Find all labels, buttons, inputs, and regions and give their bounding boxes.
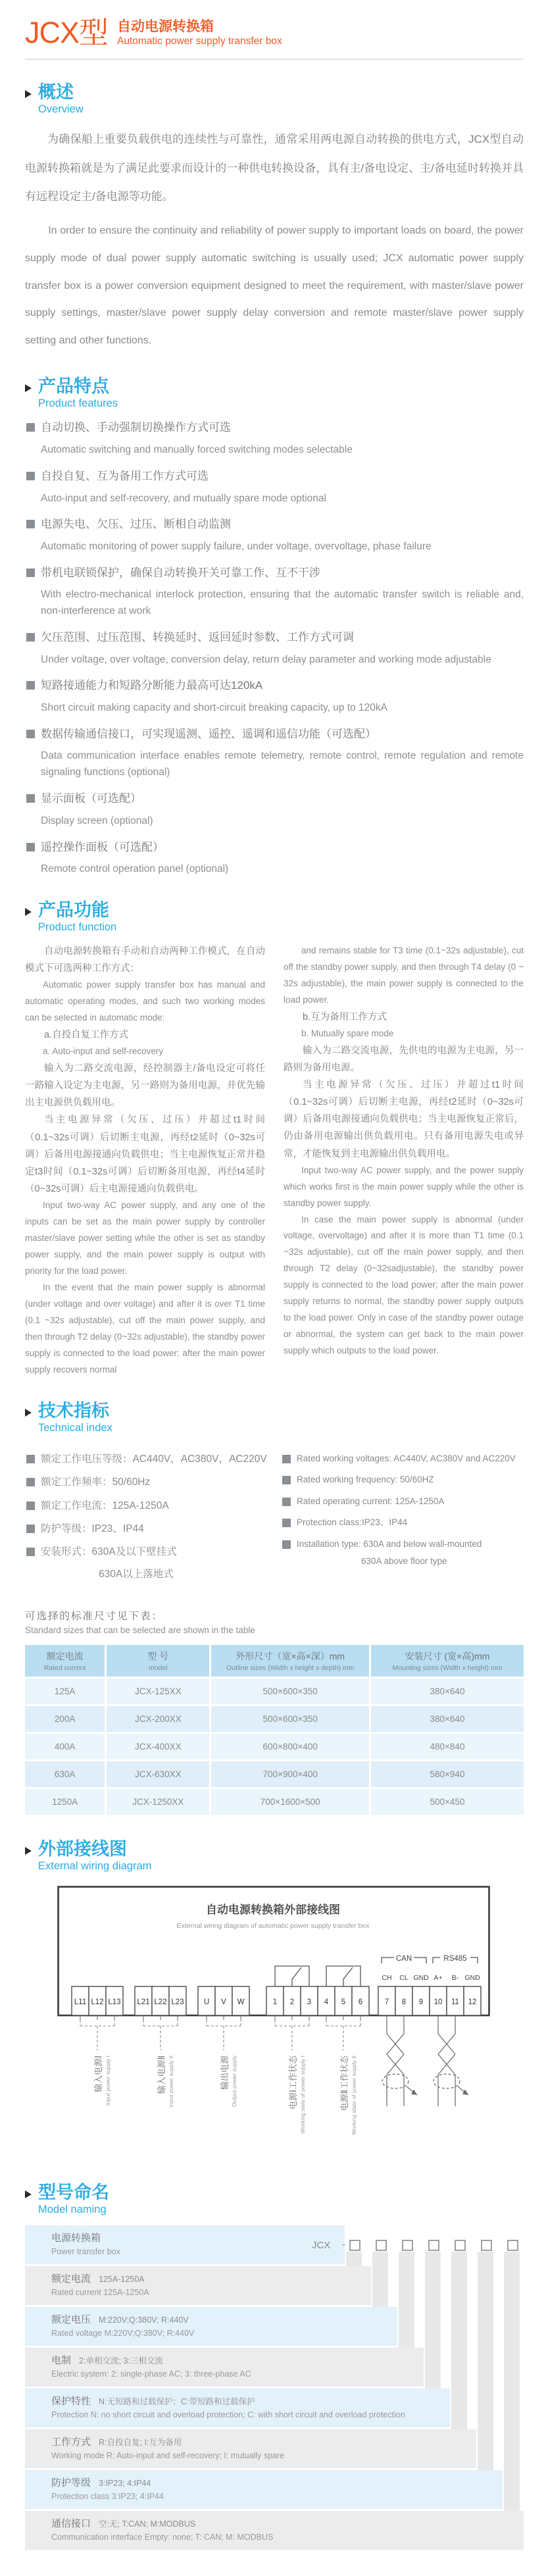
feature-item	[25, 791, 524, 829]
naming-label-cn: 防护等级	[51, 2477, 91, 2489]
feature-text-en: Remote control operation panel (optional)	[41, 863, 229, 875]
tech-spec: 额定工作电流：125A-1250A	[41, 1500, 169, 1511]
square-bullet-icon	[282, 1519, 291, 1527]
tech-spec: Rated working frequency: 50/60HZ	[297, 1475, 434, 1485]
group-bracket-dashed	[80, 2020, 360, 2050]
feature-text-en: Auto-input and self-recovery, and mutually spare mode optional	[41, 492, 326, 504]
naming-desc-cn: 3:IP23; 4:IP44	[99, 2479, 151, 2488]
wiring-title-en: External wiring diagram	[38, 1860, 152, 1872]
terminal-label: L13	[108, 1998, 121, 2006]
twisted-pair-rs485	[434, 2015, 468, 2106]
naming-column-strip	[399, 2252, 414, 2348]
triangle-marker-icon	[25, 1847, 32, 1855]
group-label-en: Working state of power supply II	[351, 2056, 357, 2135]
naming-desc-cn: 125A-1250A	[99, 2275, 145, 2285]
feature-text-cn: 显示面板（可选配）	[41, 792, 141, 805]
overview-paragraph-en: In order to ensure the continuity and reliability of power supply to important loads on board, the power supply mode of dual power supply automatic switching is usually used; JCX automatic power supply transfer box is a power conversion equipment designed to meet the requirement, with master/slave power supply settings, master/slave power supply delay conversion and remote master/slave power supply setting and other functions.	[25, 225, 524, 346]
tech-columns	[25, 1444, 524, 1580]
sizes-note	[25, 1608, 524, 1635]
feature-text-en: Automatic monitoring of power supply failure, under voltage, overvoltage, phase failure	[41, 540, 432, 552]
naming-label-en: Protection	[51, 2410, 89, 2420]
group-label-cn: 输入电源Ⅰ	[93, 2056, 103, 2092]
naming-label-en: Rated current	[51, 2288, 101, 2298]
rs485-pin-label: A+	[434, 1974, 443, 1982]
tech-spec: 额定工作频率：50/60Hz	[41, 1477, 151, 1488]
terminal-label: U	[203, 1998, 210, 2006]
group-label-cn: 电源Ⅰ工作状态	[288, 2056, 298, 2109]
terminal-label: 2	[289, 1998, 295, 2006]
model-code-box	[376, 2240, 387, 2251]
naming-row	[25, 2429, 476, 2468]
terminal-label: 12	[468, 1998, 477, 2006]
naming-desc-en: 125A-1250A	[103, 2288, 149, 2298]
triangle-marker-icon	[25, 1409, 32, 1417]
feature-text-en: Short circuit making capacity and short-circuit breaking capacity, up to 120kA	[41, 702, 387, 714]
feature-item	[25, 726, 524, 781]
wiring-diagram-figure	[25, 1886, 524, 2160]
overview-section-head	[25, 82, 524, 116]
tech-title-cn: 技术指标	[38, 1400, 109, 1421]
model-code-box	[481, 2240, 492, 2251]
tech-column-en	[281, 1444, 524, 1580]
feature-text-cn: 自动切换、手动强制切换操作方式可选	[41, 421, 231, 434]
naming-label-en: Communication interface	[51, 2533, 143, 2542]
relay-contact-symbol	[275, 1966, 360, 1986]
naming-label-cn: 保护特性	[51, 2396, 91, 2408]
standard-sizes-table	[25, 1643, 524, 1817]
group-label-cn: 输入电源Ⅱ	[157, 2056, 166, 2094]
function-paragraph: and remains stable for T3 time (0.1~32s adjustable), cut off the standby power supply, and then through T4 delay (0 ~ 32s adjustable), the main power supply is connected to the load power.	[284, 946, 524, 1005]
page-header	[25, 17, 524, 60]
naming-label-cn: 工作方式	[51, 2437, 91, 2448]
group-label-en: Input power supply I	[105, 2056, 111, 2106]
terminal-label: 3	[307, 1998, 312, 2006]
function-paragraph: In the event that the main power supply is abnormal (under voltage and over voltage) and after it is over T1 time (0.1 ~32s adjustable), cut off the main power supply, and then through T2 delay (0~32s adjustable), the standby power supply is connected to the load power; after the main power supply recovers normal	[25, 1282, 265, 1375]
table-row	[25, 1789, 524, 1815]
function-section-head	[25, 900, 524, 934]
square-bullet-icon	[282, 1498, 291, 1506]
naming-desc-cn: 空:无; T:CAN; M:MODBUS	[99, 2519, 196, 2529]
tech-spec: Rated working voltages: AC440V, AC380V and AC220V	[297, 1453, 516, 1463]
cell-model: JCX-400XX	[105, 1734, 209, 1759]
terminal-label: 7	[384, 1998, 389, 2006]
naming-row	[25, 2225, 345, 2264]
table-row	[25, 1679, 524, 1704]
square-bullet-icon	[282, 1540, 291, 1549]
overview-paragraph-cn: 为确保船上重要负载供电的连续性与可靠性，通常采用两电源自动转换的供电方式，JCX型自动电源转换箱就是为了满足此要求而设计的一种供电转换设备，具有主/备电设定、主/备电延时转换并具有远程设定主/备电源等功能。	[25, 133, 524, 203]
can-bus-label: CAN	[395, 1955, 412, 1963]
triangle-marker-icon	[25, 384, 32, 392]
tech-section-head	[25, 1401, 524, 1434]
tech-spec: 防护等级：IP23、IP44	[41, 1523, 144, 1535]
feature-text-en: Data communication interface enables remote telemetry, remote control, remote regulation and remote signaling functions (optional)	[41, 750, 524, 778]
function-paragraph: b.互为备用工作方式	[303, 1011, 387, 1023]
tech-spec-continuation: 630A above floor type	[361, 1556, 447, 1567]
function-column-right	[284, 943, 524, 1378]
triangle-marker-icon	[25, 908, 32, 916]
feature-text-cn: 欠压范围、过压范围、转换延时、返回延时参数、工作方式可调	[41, 630, 354, 644]
group-label-cn: 电源Ⅱ工作状态	[339, 2056, 349, 2111]
model-code-box	[428, 2240, 439, 2251]
naming-row	[25, 2266, 371, 2305]
feature-item	[25, 420, 524, 458]
naming-column-strip	[478, 2252, 493, 2470]
function-paragraph: 当主电源异常（欠压、过压）并超过t1时间（0.1~32s可调）后切断主电源，再经t2延时（0~32s可调）后备用电源接通向负载供电；当主电源恢复正常并稳定t3时间（0.1~32s可调）后切断备用电源，再经t4延时（0~32s可调）后主电源接通向负载供电。	[25, 1115, 265, 1194]
function-paragraph: Input two-way AC power supply, and the power supply which works first is the main power supply while the other is standby power supply.	[284, 1165, 524, 1208]
terminal-label: 10	[434, 1998, 443, 2006]
cell-outline-size: 700×1600×500	[209, 1789, 369, 1815]
product-model-title: JCX型	[25, 16, 109, 49]
feature-text-cn: 带机电联锁保护，确保自动转换开关可靠工作、互不干涉	[41, 566, 320, 579]
feature-text-cn: 短路接通能力和短路分断能力最高可达120kA	[41, 679, 263, 692]
function-columns	[25, 943, 524, 1378]
square-bullet-icon	[26, 472, 35, 480]
cell-model: JCX-125XX	[105, 1679, 209, 1704]
function-paragraph: a.自投自复工作方式	[44, 1030, 129, 1041]
triangle-marker-icon	[25, 2190, 32, 2198]
function-paragraph: Input two-way AC power supply, and any one of the inputs can be set as the main power supply by controller master/slave power setting while the other is set as standby power supply, and the main power supply is output with priority for the load power.	[25, 1200, 265, 1276]
table-row	[25, 1734, 524, 1759]
feature-text-cn: 自投自复、互为备用工作方式可选	[41, 469, 209, 482]
header-divider	[25, 59, 524, 60]
features-title-en: Product features	[38, 397, 118, 410]
cell-outline-size: 500×600×350	[209, 1706, 369, 1732]
naming-label-en: Electric system:	[51, 2369, 109, 2379]
tech-spec: Installation type: 630A and below wall-mounted	[297, 1538, 482, 1549]
square-bullet-icon	[26, 1525, 35, 1533]
terminal-label: L12	[91, 1998, 104, 2006]
naming-column-strip	[346, 2252, 362, 2266]
group-label-cn: 输出电源	[220, 2056, 230, 2090]
terminal-label: 4	[324, 1998, 329, 2006]
terminal-label: 5	[341, 1998, 346, 2006]
naming-label-cn: 额定电压	[51, 2314, 91, 2326]
naming-column-strip	[372, 2252, 388, 2307]
cell-mounting-size: 580×940	[369, 1761, 524, 1787]
naming-row	[25, 2348, 424, 2387]
cell-outline-size: 700×900×400	[209, 1761, 369, 1787]
naming-desc-en: Empty: none; T: CAN; M: MODBUS	[144, 2533, 274, 2542]
function-paragraph: 当主电源异常（欠压、过压）并超过t1时间（0.1~32s可调）后切断主电源，再经t2延时（0~32s可调）后备用电源接通向负载供电；当主电源恢复正常后，仍由备用电源输出供负载用电。只有备用电源失电或异常，才能恢复到主电源输出供负载用电。	[284, 1080, 524, 1159]
model-code-prefix: JCX	[312, 2240, 331, 2252]
group-label-en: Input power supply II	[168, 2056, 174, 2108]
cell-model: JCX-200XX	[105, 1706, 209, 1732]
model-code-box	[507, 2240, 518, 2251]
naming-label-en: Protection class	[51, 2492, 110, 2502]
square-bullet-icon	[26, 730, 35, 738]
naming-label-en: Rated voltage	[51, 2329, 103, 2338]
cell-rated-current: 400A	[25, 1734, 105, 1759]
square-bullet-icon	[26, 1548, 35, 1556]
ground-arrow-icon	[462, 2090, 468, 2096]
overview-title-en: Overview	[38, 103, 84, 116]
feature-item	[25, 630, 524, 668]
naming-label-cn: 电制	[51, 2355, 72, 2367]
cell-mounting-size: 380×640	[369, 1706, 524, 1732]
naming-desc-cn: 2:单相交流; 3:三相交流	[79, 2356, 163, 2366]
can-pin-label: GND	[413, 1974, 429, 1982]
product-title-cn: 自动电源转换箱	[117, 19, 214, 34]
function-paragraph: Automatic power supply transfer box has manual and automatic operating modes, and such two working modes can be selected in automatic mode:	[25, 980, 265, 1023]
naming-column-strip	[425, 2252, 441, 2388]
triangle-marker-icon	[25, 90, 32, 98]
naming-row	[25, 2388, 450, 2427]
group-label-en: Working state of power supply I	[299, 2056, 306, 2134]
cell-outline-size: 500×600×350	[209, 1679, 369, 1704]
wiring-diagram-title-cn: 自动电源转换箱外部接线图	[206, 1904, 340, 1916]
col-header-mounting-sizes: 安装尺寸 (宽×高)mm Mounting sizes (Width x height) mm	[369, 1645, 524, 1677]
terminal-label: L11	[74, 1998, 87, 2006]
section-overview	[25, 82, 524, 354]
model-code-box	[455, 2240, 466, 2251]
cell-mounting-size: 380×640	[369, 1679, 524, 1704]
brand-block	[25, 17, 524, 48]
feature-text-en: With electro-mechanical interlock protection, ensuring that the automatic transfer switch is reliable and, non-interference at work	[41, 589, 524, 617]
rs485-pin-label: B-	[451, 1974, 459, 1982]
naming-column-strip	[451, 2252, 467, 2429]
model-code-box	[402, 2240, 413, 2251]
section-features	[25, 376, 524, 878]
feature-text-cn: 电源失电、欠压、过压、断相自动监测	[41, 518, 231, 531]
square-bullet-icon	[26, 633, 35, 642]
feature-text-en: Display screen (optional)	[41, 815, 153, 826]
feature-item	[25, 517, 524, 555]
cell-rated-current: 630A	[25, 1761, 105, 1787]
ground-arrow-icon	[411, 2090, 417, 2096]
cell-rated-current: 1250A	[25, 1789, 105, 1815]
features-section-head	[25, 376, 524, 410]
section-wiring-diagram	[25, 1839, 524, 2160]
naming-column-strip	[504, 2252, 520, 2511]
naming-label-cn: 电源转换箱	[51, 2233, 101, 2244]
naming-row	[25, 2511, 524, 2550]
cell-outline-size: 600×800×400	[209, 1734, 369, 1759]
col-header-model: 型 号 model	[105, 1645, 209, 1677]
table-row	[25, 1761, 524, 1787]
table-row	[25, 1706, 524, 1732]
table-header-row	[25, 1645, 524, 1677]
tech-title-en: Technical index	[38, 1421, 112, 1434]
feature-text-en: Automatic switching and manually forced switching modes selectable	[41, 444, 353, 456]
overview-title-cn: 概述	[38, 82, 74, 103]
terminal-label: L22	[154, 1998, 167, 2006]
cell-rated-current: 200A	[25, 1706, 105, 1732]
naming-label-en: Power transfer box	[51, 2247, 120, 2257]
function-paragraph: 输入为二路交流电源，经控制器主/备电设定可将任一路输入设定为主电源，另一路则为备用电源，并优先输出主电源供负载用电。	[25, 1063, 265, 1109]
square-bullet-icon	[26, 1478, 35, 1486]
terminal-label: 6	[358, 1998, 363, 2006]
naming-desc-en: N: no short circuit and overload protection; C: with short circuit and overload protection	[90, 2410, 405, 2420]
naming-label-cn: 通信接口	[51, 2518, 91, 2530]
cell-mounting-size: 480×840	[369, 1734, 524, 1759]
can-pin-label: CL	[399, 1974, 409, 1982]
naming-desc-en: R: Auto-input and self-recovery; I: mutually spare	[106, 2451, 285, 2461]
square-bullet-icon	[26, 794, 35, 803]
wiring-diagram	[57, 1886, 491, 2157]
tech-spec-continuation: 630A以上落地式	[99, 1568, 174, 1580]
square-bullet-icon	[282, 1476, 291, 1484]
terminal-label: 8	[401, 1998, 407, 2006]
feature-item	[25, 678, 524, 716]
product-title-en: Automatic power supply transfer box	[117, 36, 282, 47]
terminal-label: 1	[272, 1998, 278, 2006]
naming-row	[25, 2307, 397, 2346]
cell-mounting-size: 500×450	[369, 1789, 524, 1815]
function-title-en: Product function	[38, 921, 117, 933]
naming-desc-cn: N:无短路和过载保护；C:带短路和过载保护	[99, 2397, 255, 2407]
can-pin-label: CH	[382, 1974, 392, 1982]
terminal-label: L21	[137, 1998, 150, 2006]
function-paragraph: 输入为二路交流电源，先供电的电源为主电源，另一路则为备用电源。	[284, 1045, 524, 1074]
sizes-note-cn: 可选择的标准尺寸见下表：	[25, 1610, 164, 1622]
tech-spec: 额定工作电压等级：AC440V，AC380V，AC220V	[41, 1453, 267, 1465]
section-technical-index	[25, 1401, 524, 1817]
cell-model: JCX-630XX	[105, 1761, 209, 1787]
function-paragraph: b. Mutually spare mode	[301, 1028, 394, 1038]
function-paragraph: In case the main power supply is abnormal (under voltage, overvoltage) and after it is more than T1 time (0.1 ~32s adjustable), cut off the main power supply, and then through T2 delay (0~32sadjustable), the standby power supply is connected to the load power; after the main power supply returns to normal, the standby power supply outputs to the load power. Only in case of the standby power outage or abnormal, the system can get back to the main power supply which outputs to the load power.	[284, 1214, 524, 1356]
function-paragraph: a. Auto-input and self-recovery	[43, 1046, 164, 1057]
feature-item	[25, 840, 524, 878]
naming-desc-cn: R:自投自复; I:互为备用	[99, 2438, 182, 2448]
function-column-left	[25, 943, 265, 1378]
square-bullet-icon	[26, 1502, 35, 1510]
group-label-en: Output power supply	[231, 2056, 237, 2107]
feature-text-cn: 遥控操作面板（可选配）	[41, 840, 164, 853]
col-header-outline-sizes: 外形尺寸（宽×高×深）mm Outline sizes (Width x height x depth) mm	[209, 1645, 369, 1677]
square-bullet-icon	[26, 423, 35, 432]
twisted-pair-can	[382, 2015, 417, 2106]
wiring-diagram-title-en: External wiring diagram of automatic power supply transfer box	[176, 1922, 370, 1930]
terminal-label: 11	[451, 1998, 459, 2006]
function-title-cn: 产品功能	[38, 899, 109, 920]
feature-text-en: Under voltage, over voltage, conversion delay, return delay parameter and working mode adjustable	[41, 653, 491, 665]
tech-spec: Rated operating current: 125A-1250A	[297, 1496, 445, 1506]
model-naming-diagram	[25, 2225, 524, 2550]
naming-title-en: Model naming	[38, 2204, 107, 2216]
function-paragraph: 自动电源转换箱有手动和自动两种工作模式，在自动模式下可选两种工作方式：	[25, 946, 265, 974]
rs485-pin-label: GND	[464, 1974, 480, 1982]
naming-desc-en: M:220V;Q:380V; R:440V	[104, 2329, 195, 2338]
square-bullet-icon	[282, 1455, 291, 1463]
naming-section-head	[25, 2183, 524, 2216]
terminal-label: W	[237, 1998, 245, 2006]
brand-subtitle	[117, 17, 282, 48]
section-model-naming	[25, 2183, 524, 2550]
cell-model: JCX-1250XX	[105, 1789, 209, 1815]
square-bullet-icon	[26, 843, 35, 851]
naming-row	[25, 2470, 503, 2509]
rs485-bus-label: RS485	[443, 1955, 467, 1963]
naming-title-cn: 型号命名	[38, 2183, 109, 2202]
feature-text-cn: 数据传输通信接口，可实现遥测、遥控、遥调和遥信功能（可选配）	[41, 727, 376, 740]
section-function	[25, 900, 524, 1378]
wiring-title-cn: 外部接线图	[38, 1838, 127, 1859]
model-code-dash: -	[342, 2239, 345, 2251]
model-code-box	[349, 2240, 360, 2251]
terminal-label: 9	[418, 1998, 424, 2006]
terminal-label: V	[221, 1998, 226, 2006]
feature-item	[25, 565, 524, 620]
feature-item	[25, 468, 524, 507]
tech-column-cn	[25, 1444, 268, 1580]
terminal-label: L23	[171, 1998, 184, 2006]
naming-desc-en: 2: single-phase AC; 3: three-phase AC	[111, 2369, 251, 2379]
square-bullet-icon	[26, 1455, 35, 1463]
tech-spec: Protection class:IP23、IP44	[297, 1517, 408, 1528]
naming-desc-cn: M:220V;Q:380V; R:440V	[99, 2315, 189, 2325]
wiring-section-head	[25, 1839, 524, 1873]
cell-rated-current: 125A	[25, 1679, 105, 1704]
naming-label-cn: 额定电流	[51, 2273, 91, 2285]
wiring-group-labels	[93, 2055, 357, 2135]
square-bullet-icon	[26, 681, 35, 690]
square-bullet-icon	[26, 520, 35, 528]
square-bullet-icon	[26, 568, 35, 577]
tech-spec: 安装形式：630A及以下壁挂式	[41, 1546, 177, 1558]
features-title-cn: 产品特点	[38, 376, 109, 397]
naming-desc-en: 3:IP23; 4:IP44	[111, 2492, 164, 2502]
naming-label-en: Working mode	[51, 2451, 105, 2461]
col-header-rated-current: 额定电流 Rated current	[25, 1645, 105, 1677]
sizes-note-en: Standard sizes that can be selected are shown in the table	[25, 1625, 255, 1635]
